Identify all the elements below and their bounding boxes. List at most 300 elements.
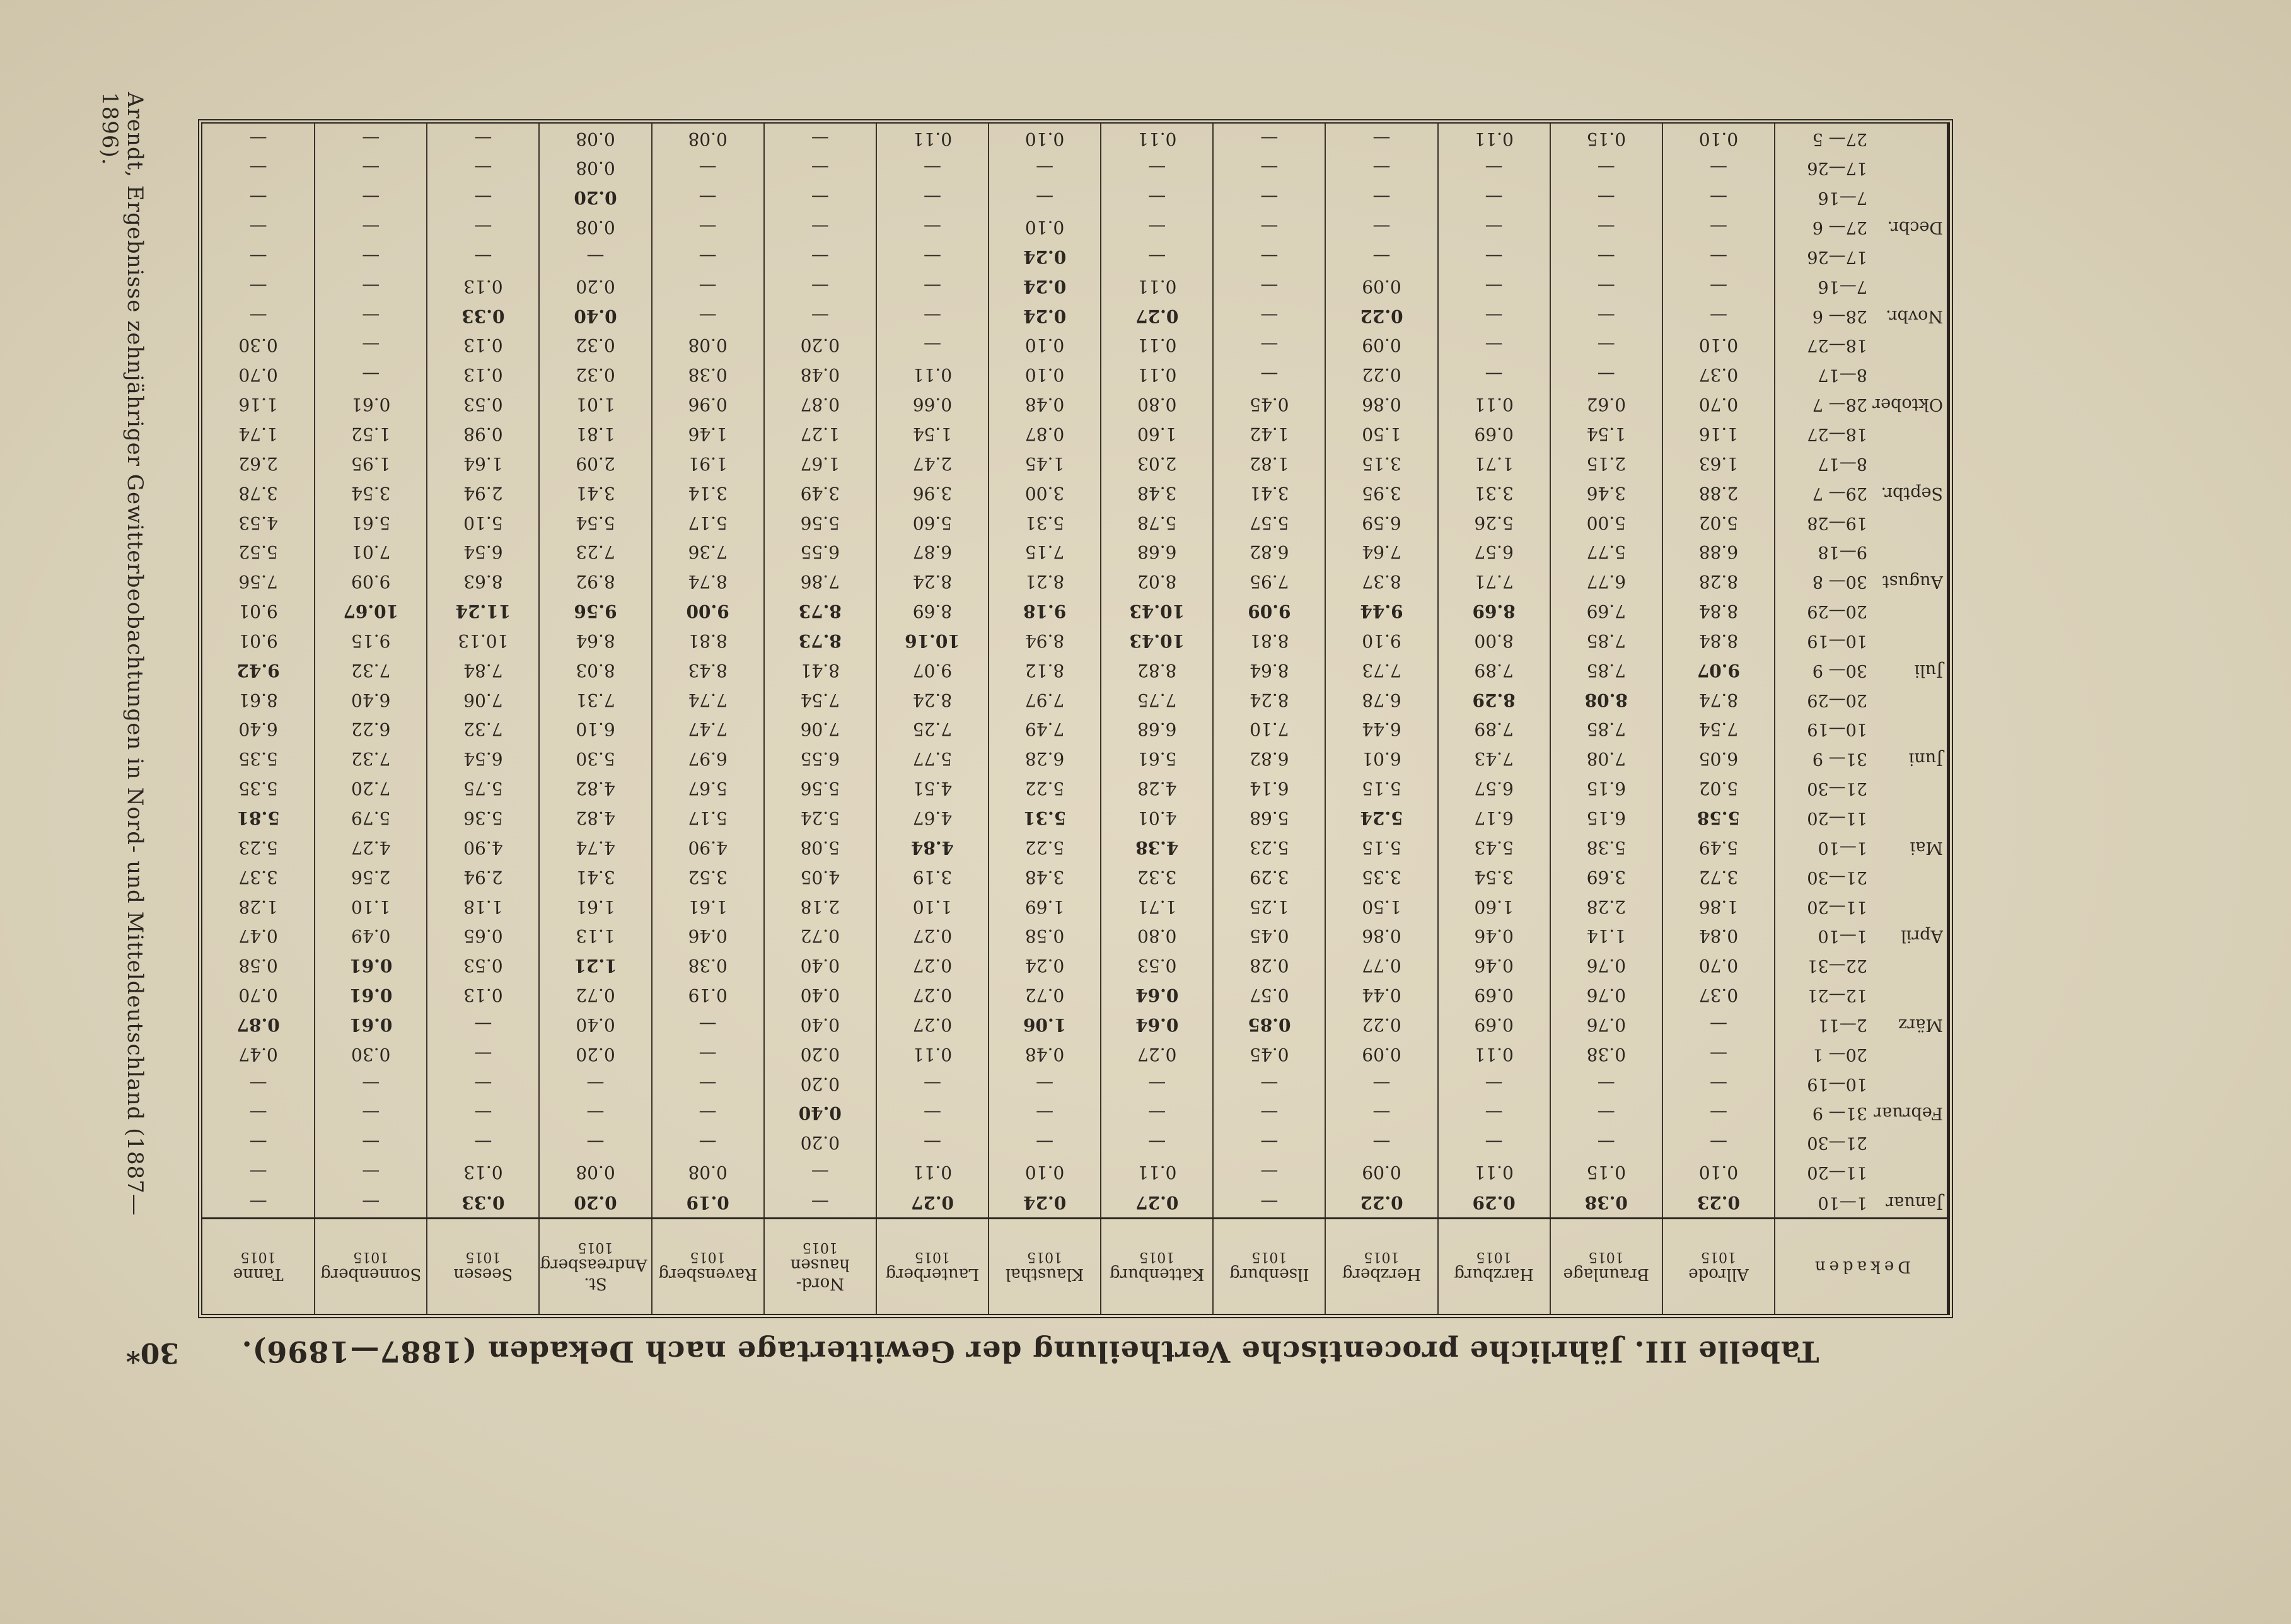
value-cell: — <box>315 1098 427 1128</box>
value-cell: — <box>764 212 876 242</box>
value-cell: — <box>202 1128 315 1157</box>
value-cell: — <box>1213 271 1325 301</box>
table-row <box>202 153 1948 183</box>
dekade-label: 19—28 <box>1807 513 1867 533</box>
dekade-cell <box>1775 1098 1948 1128</box>
value-cell: — <box>1325 242 1437 272</box>
dekade-cell <box>1775 537 1948 567</box>
value-cell: 3.00 <box>989 478 1101 508</box>
value-cell: — <box>876 271 989 301</box>
value-cell: — <box>764 301 876 330</box>
value-cell: 8.92 <box>539 567 651 596</box>
value-cell: 0.62 <box>1550 390 1662 419</box>
value-cell: 7.64 <box>1325 537 1437 567</box>
station-altitude: 1015 <box>914 1249 950 1265</box>
value-cell: 0.20 <box>764 1039 876 1069</box>
station-name: Tanne <box>233 1265 284 1284</box>
value-cell: 6.05 <box>1662 744 1775 774</box>
value-cell: 8.84 <box>1662 596 1775 626</box>
table-row <box>202 390 1948 419</box>
value-cell: 0.20 <box>764 1069 876 1098</box>
value-cell: 0.20 <box>539 183 651 212</box>
dekade-label: 21—30 <box>1807 779 1867 799</box>
value-cell: — <box>652 1009 764 1039</box>
value-cell: 0.30 <box>315 1039 427 1069</box>
value-cell: 0.20 <box>539 271 651 301</box>
dekade-label: 1—10 <box>1818 837 1867 857</box>
value-cell: 3.96 <box>876 478 989 508</box>
value-cell: 4.01 <box>1101 803 1213 833</box>
value-cell: 5.22 <box>989 774 1101 803</box>
value-cell: 0.47 <box>202 921 315 951</box>
value-cell: 0.08 <box>652 330 764 360</box>
value-cell: — <box>1213 1157 1325 1187</box>
value-cell: — <box>876 153 989 183</box>
station-name: Nord-hausen <box>790 1255 850 1294</box>
dekade-cell <box>1775 744 1948 774</box>
dekade-label: 7—16 <box>1818 276 1867 296</box>
value-cell: 5.23 <box>1213 832 1325 862</box>
value-cell: 1.69 <box>989 891 1101 921</box>
value-cell: 5.31 <box>989 508 1101 537</box>
value-cell: 1.91 <box>652 448 764 478</box>
dekade-label: 22—31 <box>1807 956 1867 976</box>
value-cell: 7.10 <box>1213 714 1325 744</box>
value-cell: — <box>652 1069 764 1098</box>
value-cell: 1.74 <box>202 419 315 449</box>
dekade-cell <box>1775 891 1948 921</box>
value-cell: 1.61 <box>539 891 651 921</box>
value-cell: 0.87 <box>989 419 1101 449</box>
value-cell: — <box>315 1128 427 1157</box>
value-cell: 4.84 <box>876 832 989 862</box>
value-cell: — <box>202 124 315 153</box>
dekade-cell <box>1775 301 1948 330</box>
value-cell: 0.22 <box>1325 1009 1437 1039</box>
value-cell: — <box>1213 360 1325 390</box>
value-cell: 3.46 <box>1550 478 1662 508</box>
value-cell: — <box>652 183 764 212</box>
dekade-cell <box>1775 714 1948 744</box>
dekade-label: 11—20 <box>1807 1163 1867 1183</box>
header-row <box>202 1219 1948 1314</box>
dekade-label: 11—20 <box>1807 896 1867 917</box>
value-cell: 0.10 <box>989 124 1101 153</box>
value-cell: — <box>539 1128 651 1157</box>
value-cell: 0.65 <box>427 921 539 951</box>
side-caption: Arendt, Ergebnisse zehnjähriger Gewitterbeobachtungen in Nord- und Mitteldeutschland (1887—1896). <box>97 92 148 1216</box>
value-cell: 5.31 <box>989 803 1101 833</box>
value-cell: 8.81 <box>652 626 764 656</box>
value-cell: 0.08 <box>539 124 651 153</box>
value-cell: 1.71 <box>1101 891 1213 921</box>
value-cell: 5.00 <box>1550 508 1662 537</box>
value-cell: 5.15 <box>1325 832 1437 862</box>
value-cell: 9.01 <box>202 596 315 626</box>
table-row <box>202 951 1948 980</box>
month-label: Juli <box>1914 660 1943 680</box>
value-cell: 2.56 <box>315 862 427 891</box>
value-cell: — <box>427 1128 539 1157</box>
value-cell: 0.10 <box>989 1157 1101 1187</box>
value-cell: 0.70 <box>202 980 315 1010</box>
station-name: Sonnenberg <box>320 1265 422 1284</box>
value-cell: 0.29 <box>1438 1187 1550 1219</box>
value-cell: 5.78 <box>1101 508 1213 537</box>
dekade-label: 7—16 <box>1818 188 1867 208</box>
value-cell: 0.11 <box>1438 124 1550 153</box>
dekade-label: 18—27 <box>1807 424 1867 444</box>
station-header <box>315 1219 427 1314</box>
month-label: März <box>1898 1014 1943 1035</box>
value-cell: 0.64 <box>1101 980 1213 1010</box>
value-cell: — <box>1550 1098 1662 1128</box>
table-row <box>202 774 1948 803</box>
station-altitude: 1015 <box>802 1239 838 1256</box>
dekade-cell <box>1775 980 1948 1010</box>
value-cell: 0.13 <box>427 271 539 301</box>
value-cell: 9.09 <box>315 567 427 596</box>
value-cell: — <box>427 1039 539 1069</box>
station-name: Seesen <box>453 1265 513 1284</box>
value-cell: 0.13 <box>427 1157 539 1187</box>
value-cell: 0.57 <box>1213 980 1325 1010</box>
value-cell: 0.45 <box>1213 921 1325 951</box>
table-row <box>202 212 1948 242</box>
value-cell: 5.26 <box>1438 508 1550 537</box>
station-header <box>1325 1219 1437 1314</box>
dekade-cell <box>1775 390 1948 419</box>
value-cell: 10.13 <box>427 626 539 656</box>
table-row <box>202 330 1948 360</box>
value-cell: 0.27 <box>876 1187 989 1219</box>
table-row <box>202 626 1948 656</box>
value-cell: 6.22 <box>315 714 427 744</box>
table-row <box>202 124 1948 153</box>
dekade-label: 27— 6 <box>1812 218 1867 238</box>
value-cell: 0.64 <box>1101 1009 1213 1039</box>
value-cell: 4.51 <box>876 774 989 803</box>
value-cell: 0.20 <box>539 1039 651 1069</box>
value-cell: 7.97 <box>989 685 1101 714</box>
value-cell: 0.20 <box>539 1187 651 1219</box>
value-cell: 4.05 <box>764 862 876 891</box>
table-row <box>202 419 1948 449</box>
value-cell: — <box>1662 271 1775 301</box>
value-cell: 7.73 <box>1325 655 1437 685</box>
month-label: April <box>1901 926 1943 946</box>
table-row <box>202 1128 1948 1157</box>
value-cell: 7.85 <box>1550 655 1662 685</box>
value-cell: 1.60 <box>1101 419 1213 449</box>
value-cell: — <box>652 242 764 272</box>
dekade-cell <box>1775 478 1948 508</box>
value-cell: 8.64 <box>1213 655 1325 685</box>
value-cell: 0.48 <box>989 390 1101 419</box>
value-cell: — <box>315 1069 427 1098</box>
value-cell: 8.43 <box>652 655 764 685</box>
value-cell: 1.28 <box>202 891 315 921</box>
value-cell: 5.60 <box>876 508 989 537</box>
value-cell: 3.54 <box>315 478 427 508</box>
value-cell: 0.32 <box>539 360 651 390</box>
value-cell: 8.21 <box>989 567 1101 596</box>
station-name: St. Andreasberg <box>540 1255 647 1294</box>
value-cell: 7.75 <box>1101 685 1213 714</box>
value-cell: 3.14 <box>652 478 764 508</box>
value-cell: 0.47 <box>202 1039 315 1069</box>
value-cell: 1.45 <box>989 448 1101 478</box>
dekade-cell <box>1775 271 1948 301</box>
value-cell: 0.37 <box>1662 980 1775 1010</box>
value-cell: 7.95 <box>1213 567 1325 596</box>
value-cell: — <box>539 1098 651 1128</box>
value-cell: 0.45 <box>1213 1039 1325 1069</box>
dekade-label: 17—26 <box>1807 246 1867 267</box>
value-cell: 11.24 <box>427 596 539 626</box>
dekade-label: 28— 6 <box>1812 306 1867 326</box>
value-cell: 3.95 <box>1325 478 1437 508</box>
value-cell: 8.73 <box>764 626 876 656</box>
month-label: Mai <box>1910 837 1943 857</box>
value-cell: 1.46 <box>652 419 764 449</box>
value-cell: 4.27 <box>315 832 427 862</box>
value-cell: 3.49 <box>764 478 876 508</box>
value-cell: 7.74 <box>652 685 764 714</box>
value-cell: 0.19 <box>652 980 764 1010</box>
value-cell: — <box>652 1098 764 1128</box>
value-cell: 5.57 <box>1213 508 1325 537</box>
dekade-cell <box>1775 330 1948 360</box>
station-header <box>539 1219 651 1314</box>
month-label: Decbr. <box>1887 218 1943 238</box>
value-cell: 0.38 <box>652 360 764 390</box>
value-cell: 4.82 <box>539 803 651 833</box>
value-cell: — <box>427 124 539 153</box>
value-cell: — <box>1213 242 1325 272</box>
value-cell: 0.80 <box>1101 390 1213 419</box>
value-cell: — <box>315 124 427 153</box>
value-cell: 1.27 <box>764 419 876 449</box>
dekade-cell <box>1775 921 1948 951</box>
value-cell: — <box>652 271 764 301</box>
value-cell: 7.20 <box>315 774 427 803</box>
table-row <box>202 1069 1948 1098</box>
value-cell: 3.29 <box>1213 862 1325 891</box>
value-cell: — <box>764 1187 876 1219</box>
value-cell: 3.19 <box>876 862 989 891</box>
value-cell: 8.37 <box>1325 567 1437 596</box>
value-cell: 10.43 <box>1101 596 1213 626</box>
value-cell: — <box>539 242 651 272</box>
value-cell: 3.78 <box>202 478 315 508</box>
value-cell: — <box>202 1069 315 1098</box>
data-table-frame <box>198 119 1953 1318</box>
value-cell: 6.97 <box>652 744 764 774</box>
value-cell: 5.79 <box>315 803 427 833</box>
value-cell: 0.48 <box>764 360 876 390</box>
value-cell: 0.58 <box>989 921 1101 951</box>
value-cell: 0.76 <box>1550 1009 1662 1039</box>
value-cell: 0.11 <box>1101 1157 1213 1187</box>
value-cell: 0.69 <box>1438 419 1550 449</box>
value-cell: 6.40 <box>202 714 315 744</box>
value-cell: — <box>1213 124 1325 153</box>
dekade-cell <box>1775 832 1948 862</box>
value-cell: 0.72 <box>764 921 876 951</box>
value-cell: 0.27 <box>876 951 989 980</box>
value-cell: — <box>427 242 539 272</box>
data-table <box>202 124 1949 1314</box>
value-cell: 0.22 <box>1325 1187 1437 1219</box>
value-cell: 0.24 <box>989 271 1101 301</box>
value-cell: 8.63 <box>427 567 539 596</box>
value-cell: 0.72 <box>539 980 651 1010</box>
value-cell: — <box>1213 330 1325 360</box>
value-cell: 3.31 <box>1438 478 1550 508</box>
value-cell: 7.85 <box>1550 714 1662 744</box>
value-cell: — <box>315 183 427 212</box>
value-cell: — <box>1550 301 1662 330</box>
value-cell: 6.55 <box>764 744 876 774</box>
table-row <box>202 183 1948 212</box>
value-cell: — <box>202 183 315 212</box>
value-cell: 7.54 <box>764 685 876 714</box>
value-cell: 0.40 <box>764 1009 876 1039</box>
dekade-label: 30— 9 <box>1812 660 1867 680</box>
table-row <box>202 448 1948 478</box>
value-cell: 0.33 <box>427 1187 539 1219</box>
dekade-label: 20—29 <box>1807 601 1867 622</box>
value-cell: 8.29 <box>1438 685 1550 714</box>
value-cell: 0.58 <box>202 951 315 980</box>
value-cell: 2.03 <box>1101 448 1213 478</box>
value-cell: 5.22 <box>989 832 1101 862</box>
value-cell: — <box>652 212 764 242</box>
value-cell: 6.77 <box>1550 567 1662 596</box>
station-header <box>764 1219 876 1314</box>
value-cell: — <box>1438 1069 1550 1098</box>
value-cell: — <box>764 1157 876 1187</box>
table-row <box>202 921 1948 951</box>
value-cell: 5.61 <box>315 508 427 537</box>
value-cell: 0.24 <box>989 301 1101 330</box>
value-cell: — <box>989 1128 1101 1157</box>
month-label: Februar <box>1874 1103 1943 1123</box>
value-cell: 0.11 <box>876 1157 989 1187</box>
value-cell: 6.82 <box>1213 744 1325 774</box>
value-cell: 0.09 <box>1325 271 1437 301</box>
value-cell: 3.37 <box>202 862 315 891</box>
value-cell: — <box>1438 360 1550 390</box>
value-cell: 6.88 <box>1662 537 1775 567</box>
value-cell: 2.88 <box>1662 478 1775 508</box>
dekade-label: 1—10 <box>1818 1192 1867 1212</box>
value-cell: 7.01 <box>315 537 427 567</box>
value-cell: 0.11 <box>1101 271 1213 301</box>
value-cell: 0.13 <box>427 980 539 1010</box>
value-cell: 5.15 <box>1325 774 1437 803</box>
dekade-label: 8—17 <box>1818 453 1867 473</box>
value-cell: 4.38 <box>1101 832 1213 862</box>
value-cell: 0.08 <box>539 153 651 183</box>
value-cell: — <box>315 301 427 330</box>
value-cell: 5.58 <box>1662 803 1775 833</box>
value-cell: 8.74 <box>652 567 764 596</box>
value-cell: 0.11 <box>876 124 989 153</box>
value-cell: — <box>876 330 989 360</box>
table-row <box>202 271 1948 301</box>
value-cell: 1.50 <box>1325 419 1437 449</box>
value-cell: 0.19 <box>652 1187 764 1219</box>
value-cell: — <box>1550 1069 1662 1098</box>
dekade-cell <box>1775 212 1948 242</box>
value-cell: 1.21 <box>539 951 651 980</box>
value-cell: — <box>1662 183 1775 212</box>
value-cell: 8.08 <box>1550 685 1662 714</box>
value-cell: — <box>652 1128 764 1157</box>
dekade-label: 18—27 <box>1807 335 1867 356</box>
value-cell: 8.69 <box>876 596 989 626</box>
value-cell: 1.54 <box>876 419 989 449</box>
value-cell: 0.10 <box>989 360 1101 390</box>
value-cell: — <box>1438 330 1550 360</box>
dekade-cell <box>1775 1039 1948 1069</box>
value-cell: — <box>427 1098 539 1128</box>
value-cell: 9.42 <box>202 655 315 685</box>
value-cell: 3.41 <box>539 862 651 891</box>
value-cell: 0.76 <box>1550 951 1662 980</box>
station-header <box>1550 1219 1662 1314</box>
value-cell: 7.43 <box>1438 744 1550 774</box>
value-cell: 0.32 <box>539 330 651 360</box>
value-cell: 0.80 <box>1101 921 1213 951</box>
value-cell: — <box>1550 212 1662 242</box>
value-cell: — <box>1101 1128 1213 1157</box>
value-cell: — <box>1325 1098 1437 1128</box>
value-cell: 4.67 <box>876 803 989 833</box>
value-cell: 6.54 <box>427 537 539 567</box>
value-cell: — <box>1438 242 1550 272</box>
value-cell: 0.10 <box>1662 1157 1775 1187</box>
value-cell: — <box>989 153 1101 183</box>
value-cell: — <box>1438 212 1550 242</box>
value-cell: 0.20 <box>764 1128 876 1157</box>
value-cell: 5.56 <box>764 508 876 537</box>
value-cell: 0.11 <box>876 360 989 390</box>
value-cell: 7.23 <box>539 537 651 567</box>
station-header <box>1438 1219 1550 1314</box>
value-cell: 1.14 <box>1550 921 1662 951</box>
value-cell: 0.15 <box>1550 124 1662 153</box>
value-cell: 4.90 <box>652 832 764 862</box>
value-cell: — <box>1438 1128 1550 1157</box>
value-cell: 6.15 <box>1550 803 1662 833</box>
value-cell: 0.53 <box>1101 951 1213 980</box>
value-cell: 0.24 <box>989 242 1101 272</box>
value-cell: 6.01 <box>1325 744 1437 774</box>
dekade-label: 10—19 <box>1807 719 1867 740</box>
value-cell: 10.43 <box>1101 626 1213 656</box>
value-cell: 0.46 <box>1438 921 1550 951</box>
value-cell: 4.82 <box>539 774 651 803</box>
value-cell: — <box>1213 183 1325 212</box>
dekade-cell <box>1775 774 1948 803</box>
value-cell: 0.40 <box>764 951 876 980</box>
value-cell: — <box>1662 1009 1775 1039</box>
value-cell: 6.10 <box>539 714 651 744</box>
value-cell: — <box>1101 242 1213 272</box>
